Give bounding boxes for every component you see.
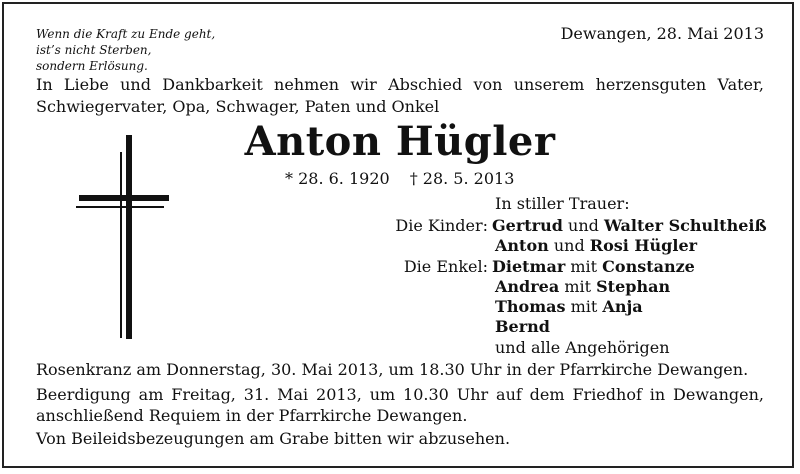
- mourning-heading: In stiller Trauer:: [495, 194, 630, 213]
- child-name: Gertrud: [492, 216, 563, 235]
- grandchild-name: Andrea: [495, 277, 560, 296]
- grandchild-name: Thomas: [495, 297, 566, 316]
- joiner: und: [553, 236, 585, 255]
- joiner: mit: [570, 297, 598, 316]
- intro-text: In Liebe und Dankbarkeit nehmen wir Abschied von unserem herzensguten Vater, Schwiegervater, Opa, Schwager, Paten und Onkel: [36, 75, 764, 116]
- motto-line: ist’s nicht Sterben,: [36, 43, 152, 57]
- rosary-text: Rosenkranz am Donnerstag, 30. Mai 2013, um 18.30 Uhr in der Pfarrkirche Dewangen.: [36, 360, 749, 379]
- motto-line: sondern Erlösung.: [36, 59, 148, 73]
- grandchildren-row: [495, 277, 670, 296]
- birth-date: * 28. 6. 1920: [285, 169, 390, 188]
- grandchild-name: Dietmar: [492, 257, 566, 276]
- place-date: Dewangen, 28. Mai 2013: [560, 24, 764, 43]
- grandchild-partner: Stephan: [596, 277, 671, 296]
- grandchildren-row: [492, 257, 695, 276]
- joiner: mit: [564, 277, 592, 296]
- cross-icon: [76, 132, 172, 342]
- death-date: † 28. 5. 2013: [409, 169, 515, 188]
- child-spouse: Rosi Hügler: [589, 236, 698, 255]
- funeral-text: Beerdigung am Freitag, 31. Mai 2013, um 10.30 Uhr auf dem Friedhof in Dewangen, anschließend Requiem in der Pfarrkirche Dewangen.: [36, 385, 764, 425]
- children-row: [492, 216, 767, 235]
- child-name: Anton: [495, 236, 549, 255]
- deceased-name: Anton Hügler: [244, 118, 556, 165]
- motto: [36, 26, 215, 74]
- grandchild-name: Bernd: [495, 317, 550, 336]
- child-spouse: Walter Schultheiß: [603, 216, 767, 235]
- grandchildren-label: Die Enkel:: [403, 257, 488, 276]
- children-label: Die Kinder:: [395, 216, 488, 235]
- grandchildren-row: [495, 317, 550, 336]
- joiner: und: [568, 216, 599, 235]
- grandchild-partner: Constanze: [602, 257, 695, 276]
- condolence-text: Von Beileidsbezeugungen am Grabe bitten wir abzusehen.: [36, 429, 511, 448]
- relatives-line: und alle Angehörigen: [495, 338, 670, 357]
- grandchild-partner: Anja: [602, 297, 643, 316]
- children-row: [495, 236, 697, 255]
- motto-line: Wenn die Kraft zu Ende geht,: [36, 27, 216, 41]
- life-dates: [285, 169, 514, 188]
- joiner: mit: [570, 257, 598, 276]
- grandchildren-row: [495, 297, 643, 316]
